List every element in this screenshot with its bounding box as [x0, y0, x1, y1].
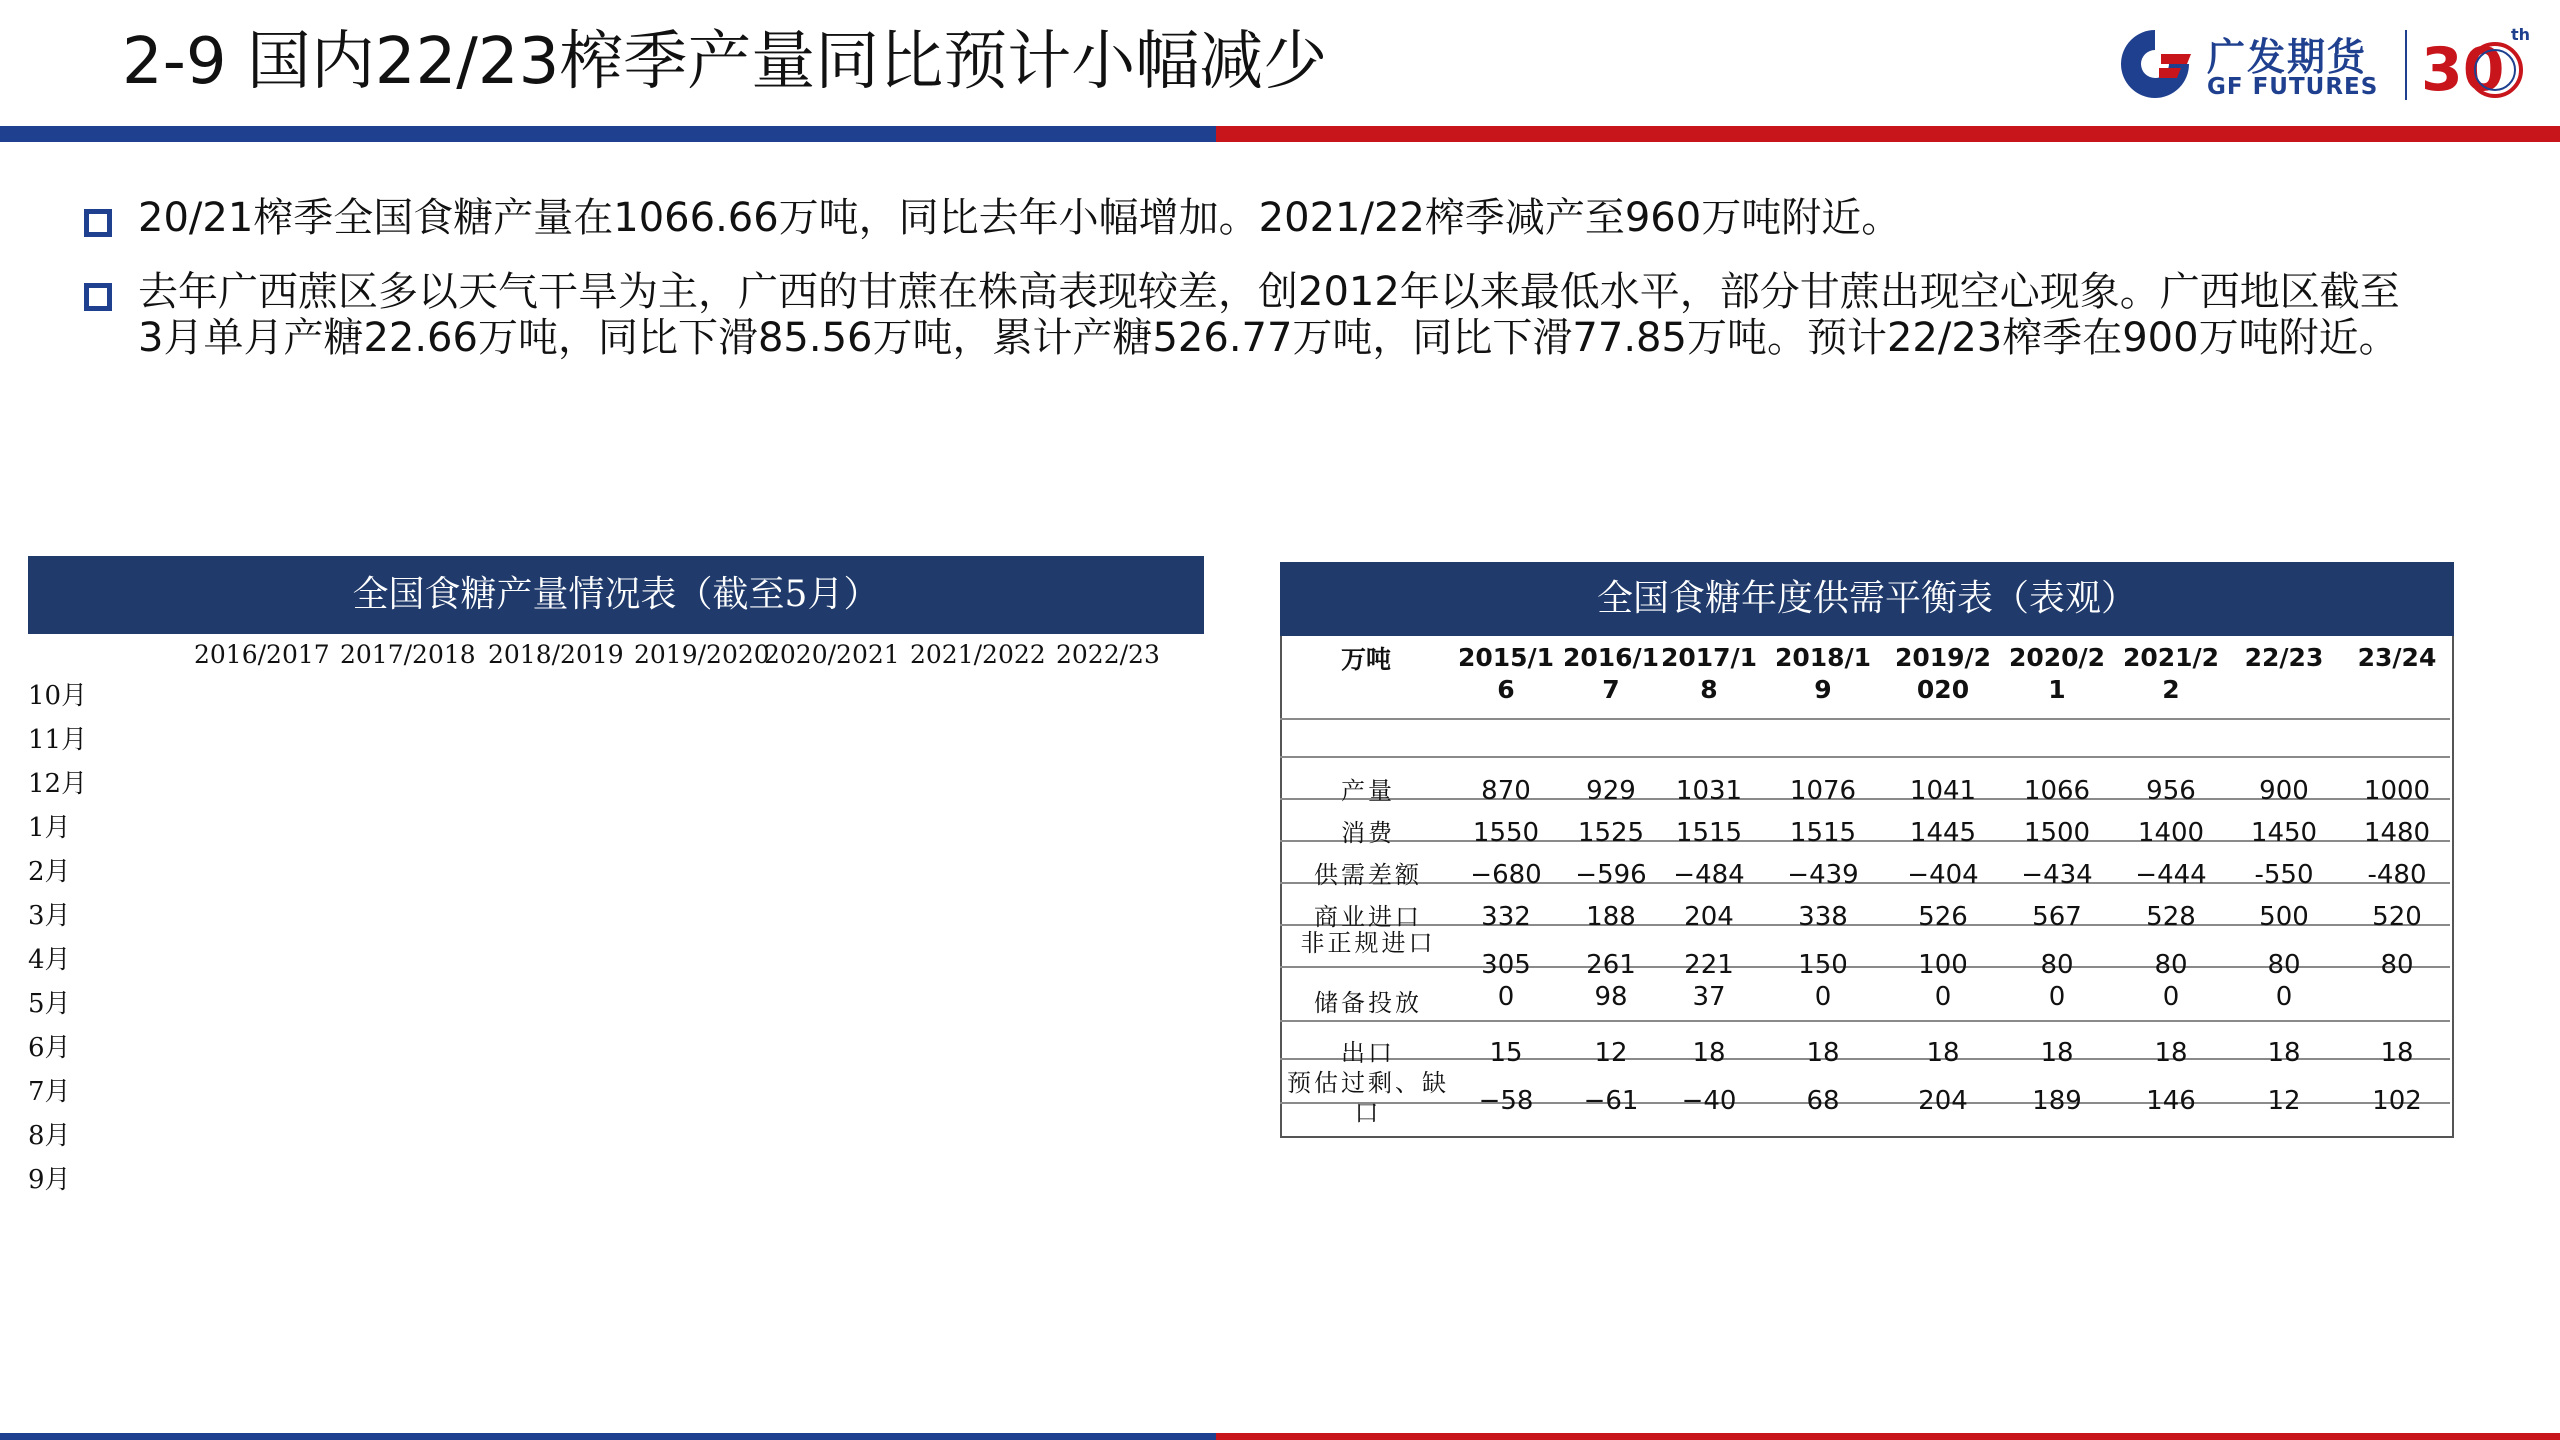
badge-number: 30: [2421, 35, 2505, 105]
column-header: 22/23: [2244, 643, 2324, 672]
bullet-text: 去年广西蔗区多以天气干旱为主，广西的甘蔗在株高表现较差，创2012年以来最低水平，部分甘蔗出现空心现象。广西地区截至3月单月产糖22.66万吨，同比下滑85.56万吨，累计产糖526.77万吨，同比下滑77.85万吨。预计22/23榨季在900万吨附近。: [138, 269, 2400, 361]
logo-divider: [2405, 30, 2407, 100]
table-cell: 18: [2040, 1038, 2074, 1068]
table-rule: [1280, 1020, 2450, 1022]
table-cell: −58: [1478, 1086, 1534, 1116]
row-label: 5月: [28, 989, 71, 1019]
logo-english-text: GF FUTURES: [2207, 74, 2379, 100]
table-cell: 526: [1918, 902, 1968, 932]
table-cell: 18: [2380, 1038, 2414, 1068]
table-rule: [1280, 718, 2450, 720]
table-cell: −434: [2021, 860, 2093, 890]
table-cell: 1000: [2363, 776, 2431, 806]
table-cell: 68: [1806, 1086, 1840, 1116]
table-cell: 18: [1806, 1038, 1840, 1068]
column-header: 2017/2018: [340, 640, 476, 669]
row-label: 10月: [28, 681, 88, 711]
table-cell: 204: [1684, 902, 1734, 932]
table-cell: 1515: [1789, 818, 1857, 848]
table-cell: 500: [2259, 902, 2309, 932]
table-cell: -550: [2254, 860, 2314, 890]
table-rule: [1280, 756, 2450, 758]
table-cell: 98: [1594, 982, 1628, 1012]
row-label: 7月: [28, 1077, 71, 1107]
table-cell: 1525: [1577, 818, 1645, 848]
column-header: 2021/22: [2122, 643, 2220, 704]
row-label: 11月: [28, 725, 88, 755]
column-header: 2022/23: [1056, 640, 1160, 669]
row-label: 消费: [1341, 819, 1395, 847]
table-cell: 0: [1814, 982, 1832, 1012]
table-cell: 102: [2372, 1086, 2422, 1116]
table-cell: −484: [1673, 860, 1745, 890]
row-label: 3月: [28, 901, 71, 931]
table-cell: 929: [1586, 776, 1636, 806]
table-cell: 18: [1926, 1038, 1960, 1068]
table-cell: 567: [2032, 902, 2082, 932]
table-cell: 80: [2040, 950, 2074, 980]
table-cell: 80: [2267, 950, 2301, 980]
table-cell: 18: [2154, 1038, 2188, 1068]
header-divider-band: [0, 126, 2560, 142]
column-header: 2020/21: [2008, 643, 2106, 704]
row-label: 2月: [28, 857, 71, 887]
row-label: 6月: [28, 1033, 71, 1063]
row-label: 预估过剩、缺口: [1287, 1069, 1449, 1127]
row-label: 商业进口: [1314, 903, 1422, 931]
table-cell: 1480: [2363, 818, 2431, 848]
table-cell: 261: [1586, 950, 1636, 980]
row-label: 供需差额: [1314, 861, 1422, 889]
table-cell: 150: [1798, 950, 1848, 980]
table-cell: 0: [1934, 982, 1952, 1012]
bullet-item: [80, 195, 2400, 241]
production-table-title: 全国食糖产量情况表（截至5月）: [28, 556, 1204, 634]
table-cell: 18: [1692, 1038, 1726, 1068]
table-cell: 1400: [2137, 818, 2205, 848]
column-header: 2018/19: [1774, 643, 1872, 704]
row-label: 非正规进口: [1300, 929, 1436, 957]
table-cell: 1076: [1789, 776, 1857, 806]
logo-chinese-text: 广发期货: [2207, 35, 2368, 79]
row-label: 出口: [1341, 1039, 1395, 1067]
table-cell: 956: [2146, 776, 2196, 806]
table-cell: −596: [1575, 860, 1647, 890]
column-header: 2021/2022: [910, 640, 1046, 669]
table-cell: −444: [2135, 860, 2207, 890]
table-cell: −61: [1583, 1086, 1639, 1116]
column-header: 2015/16: [1457, 643, 1555, 704]
row-label: 4月: [28, 945, 71, 975]
row-label: 12月: [28, 769, 88, 799]
balance-table-title: 全国食糖年度供需平衡表（表观）: [1280, 562, 2454, 636]
badge-sup: th: [2511, 25, 2531, 44]
row-label: 储备投放: [1314, 989, 1422, 1017]
table-cell: 520: [2372, 902, 2422, 932]
footer-band: [0, 1433, 2560, 1440]
table-cell: −439: [1787, 860, 1859, 890]
row-label: 产量: [1341, 777, 1395, 805]
table-cell: 12: [1594, 1038, 1628, 1068]
table-cell: −40: [1681, 1086, 1737, 1116]
table-cell: 18: [2267, 1038, 2301, 1068]
table-cell: 1500: [2023, 818, 2091, 848]
unit-label: 万吨: [1340, 645, 1391, 674]
column-header: 2016/2017: [194, 640, 330, 669]
bullet-text: 20/21榨季全国食糖产量在1066.66万吨，同比去年小幅增加。2021/22榨季减产至960万吨附近。: [138, 195, 1902, 241]
table-cell: 12: [2267, 1086, 2301, 1116]
table-cell: 1550: [1472, 818, 1540, 848]
row-label: 9月: [28, 1165, 71, 1195]
table-cell: 221: [1684, 950, 1734, 980]
table-cell: 80: [2380, 950, 2414, 980]
table-cell: 1445: [1909, 818, 1977, 848]
column-header: 2016/17: [1562, 643, 1660, 704]
table-cell: 100: [1918, 950, 1968, 980]
row-label: 1月: [28, 813, 71, 843]
gf-logo-icon: [2115, 24, 2195, 104]
row-label: 8月: [28, 1121, 71, 1151]
table-cell: 1515: [1675, 818, 1743, 848]
table-cell: 37: [1692, 982, 1726, 1012]
table-cell: 188: [1586, 902, 1636, 932]
square-bullet-icon: [84, 209, 112, 237]
table-cell: 0: [2048, 982, 2066, 1012]
square-bullet-icon: [84, 283, 112, 311]
table-cell: 0: [2162, 982, 2180, 1012]
table-cell: 332: [1481, 902, 1531, 932]
gf-futures-logo: [2115, 22, 2535, 107]
table-cell: 204: [1918, 1086, 1968, 1116]
table-cell: 870: [1481, 776, 1531, 806]
summary-bullets: [80, 195, 2400, 389]
table-cell: 80: [2154, 950, 2188, 980]
table-cell: 528: [2146, 902, 2196, 932]
anniversary-30-badge: [2415, 22, 2535, 107]
table-cell: 146: [2146, 1086, 2196, 1116]
column-header: 23/24: [2357, 643, 2437, 672]
column-header: 2019/2020: [634, 640, 770, 669]
page-title: 2-9 国内22/23榨季产量同比预计小幅减少: [122, 25, 1328, 99]
table-cell: 189: [2032, 1086, 2082, 1116]
table-cell: 15: [1489, 1038, 1523, 1068]
table-cell: 0: [1497, 982, 1515, 1012]
table-cell: 1041: [1909, 776, 1977, 806]
bullet-item: [80, 269, 2400, 361]
table-cell: 0: [2275, 982, 2293, 1012]
column-header: 2019/2020: [1894, 643, 1992, 704]
table-cell: 338: [1798, 902, 1848, 932]
table-cell: 900: [2259, 776, 2309, 806]
table-cell: −680: [1470, 860, 1542, 890]
column-header: 2017/18: [1660, 643, 1758, 704]
table-cell: 1031: [1675, 776, 1743, 806]
table-cell: 1066: [2023, 776, 2091, 806]
column-header: 2020/2021: [764, 640, 900, 669]
table-cell: -480: [2367, 860, 2427, 890]
column-header: 2018/2019: [488, 640, 624, 669]
table-cell: 1450: [2250, 818, 2318, 848]
table-cell: −404: [1907, 860, 1979, 890]
table-cell: 305: [1481, 950, 1531, 980]
